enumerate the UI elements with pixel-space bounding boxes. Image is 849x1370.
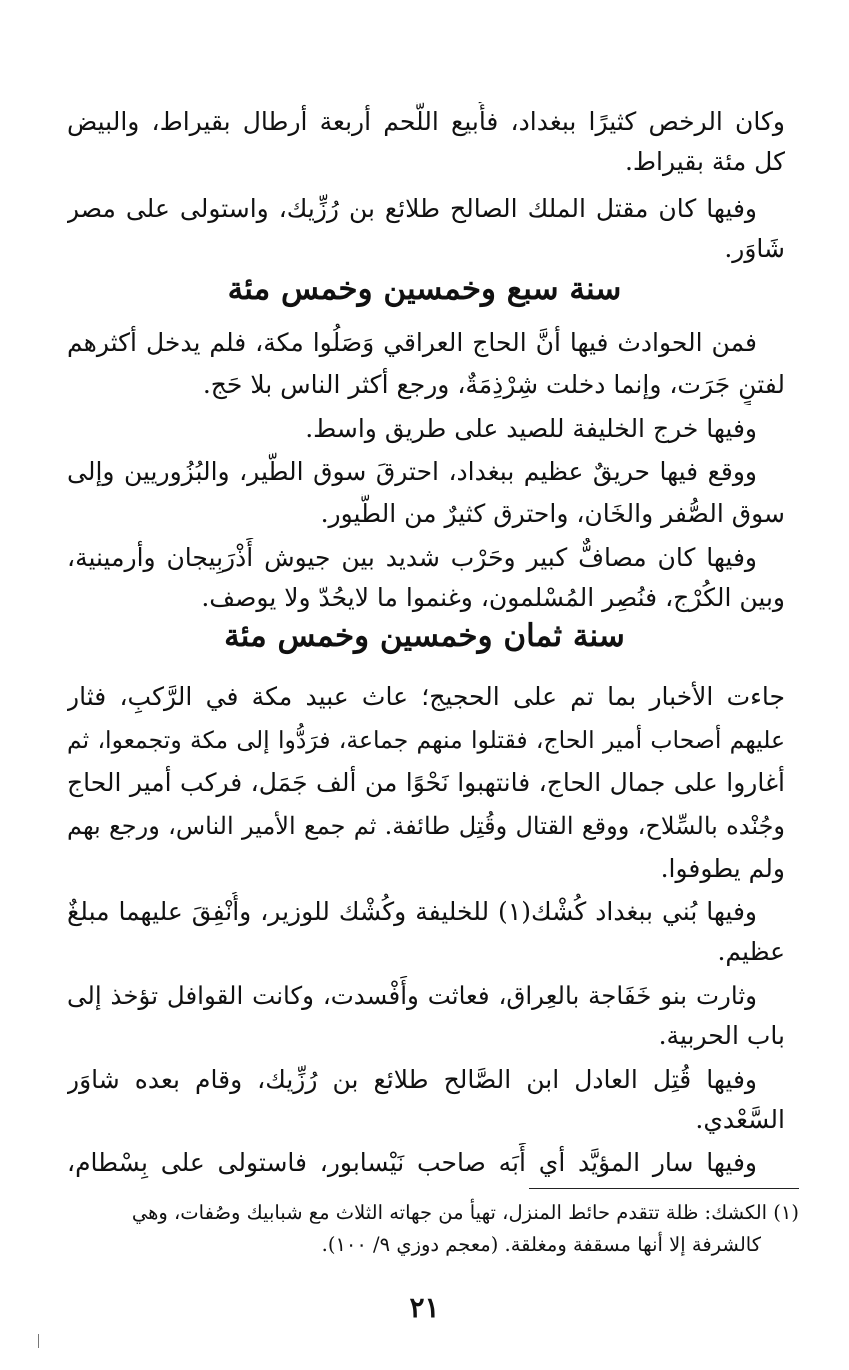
text-line: وكان الرخص كثيرًا ببغداد، فأُبيع اللَّحم أربعة أرطال بقيراط، والبيض [67,107,785,136]
footnote-line: (١) الكشك: ظلة تتقدم حائط المنزل، تهيأ من جهاته الثلاث مع شبابيك وصُفات، وهي [131,1201,799,1224]
page-number: ٢١ [409,1291,440,1324]
text-line: وفيها بُني ببغداد كُشْك(١) للخليفة وكُشْك للوزير، وأُنْفِقَ عليهما مبلغٌ [67,897,757,926]
margin-mark [38,1334,39,1348]
text-line: وثارت بنو خَفَاجة بالعِراق، فعاثت وأَفْسدت، وكانت القوافل تؤخذ إلى [67,981,757,1010]
text-line: لفتنٍ جَرَت، وإنما دخلت شِرْذِمَةٌ، ورجع أكثر الناس بلا حَج. [202,370,785,399]
text-line: باب الحربية. [658,1021,785,1050]
text-line: وفيها سار المؤيَّد أي أَبَه صاحب نَيْسابور، فاستولى على بِسْطام، [67,1148,757,1177]
text-line: أغاروا على جمال الحاج، فانتهبوا نَحْوًا من ألف جَمَل، فركب أمير الحاج [67,768,785,797]
text-line: عليهم أصحاب أمير الحاج، فقتلوا منهم جماعة، فرَدُّوا إلى مكة وتجمعوا، ثم [67,726,785,754]
text-line: وبين الكُرْج، فنُصِر المُسْلمون، وغنموا ما لايحُدّ ولا يوصف. [201,583,785,612]
text-line: عظيم. [717,937,785,966]
text-line: ولم يطوفوا. [660,854,785,883]
section-heading: سنة سبع وخمسين وخمس مئة [227,271,622,307]
text-line: وفيها قُتِل العادل ابن الصَّالح طلائع بن رُزِّيك، وقام بعده شاوَر [67,1065,757,1094]
section-heading: سنة ثمان وخمسين وخمس مئة [224,618,625,654]
text-line: شَاوَر. [724,234,785,263]
text-line: السَّعْدي. [695,1105,785,1134]
text-line: وفيها خرج الخليفة للصيد على طريق واسط. [305,414,757,443]
text-line: كل مئة بقيراط. [624,147,785,176]
text-line: جاءت الأخبار بما تم على الحجيج؛ عاث عبيد مكة في الرَّكبِ، فثار [67,682,785,711]
text-line: وجُنْده بالسِّلاح، ووقع القتال وقُتِل طائفة. ثم جمع الأمير الناس، ورجع بهم [67,812,785,840]
footnote-separator [529,1188,799,1189]
text-line: سوق الصُّفر والخَان، واحترق كثيرٌ من الطُّيور. [320,499,785,528]
text-line: فمن الحوادث فيها أنَّ الحاج العراقي وَصَلُوا مكة، فلم يدخل أكثرهم [67,328,757,357]
text-line: وفيها كان مصافٌّ كبير وحَرْب شديد بين جيوش أَذْرَبِيجان وأرمينية، [67,543,757,572]
footnote-line: كالشرفة إلا أنها مسقفة ومغلقة. (معجم دوزي ٩/ ١٠٠). [321,1233,761,1256]
text-line: وفيها كان مقتل الملك الصالح طلائع بن رُزِّيك، واستولى على مصر [67,194,757,223]
text-line: ووقع فيها حريقٌ عظيم ببغداد، احترقَ سوق الطَّير، والبُزُوريين وإلى [67,457,757,486]
